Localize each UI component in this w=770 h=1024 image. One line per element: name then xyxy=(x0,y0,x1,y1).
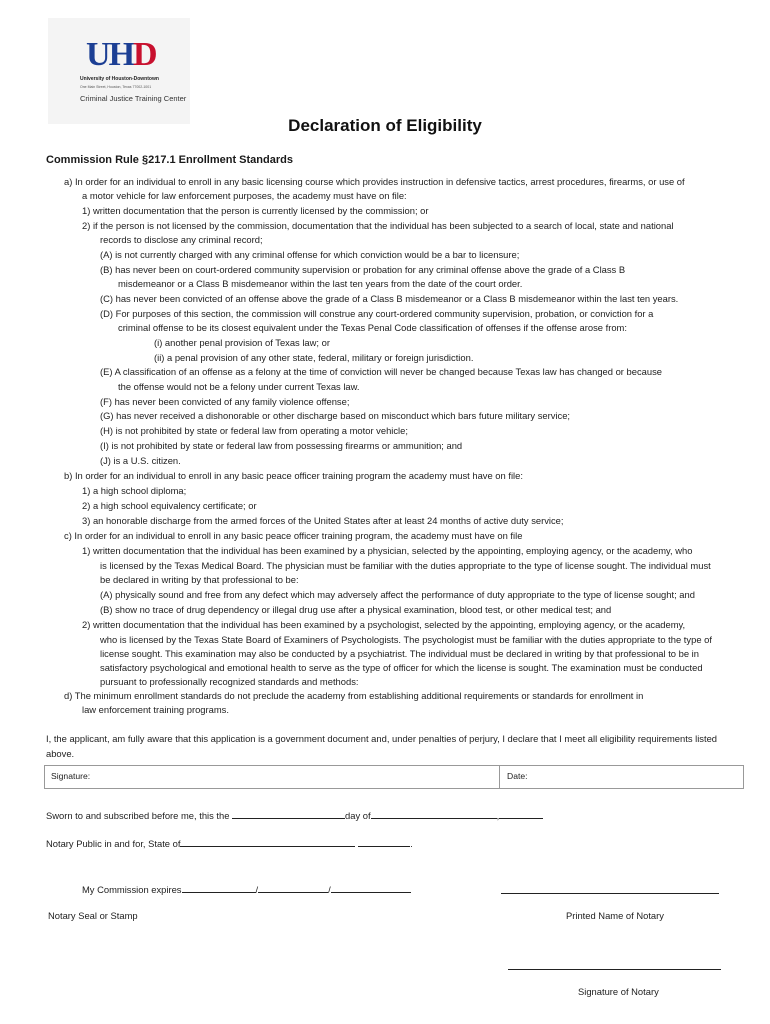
rule-line: a motor vehicle for law enforcement purposes, the academy must have on file: xyxy=(82,190,407,201)
rule-line: 3) an honorable discharge from the armed forces of the United States after at least 24 months of active duty service; xyxy=(82,515,564,526)
logo-address: One Main Street, Houston, Texas 77002-1001 xyxy=(80,85,152,89)
printed-name-label: Printed Name of Notary xyxy=(566,910,664,921)
rule-line: c) In order for an individual to enroll in any basic peace officer training program, the academy must have on file xyxy=(64,530,523,541)
notary-state-field[interactable] xyxy=(180,837,355,847)
applicant-declaration: I, the applicant, am fully aware that this application is a government document and, under penalties of perjury, I declare that I meet all eligibility requirements listed above. xyxy=(46,733,718,759)
rule-line: 2) written documentation that the individual has been examined by a psychologist, selected by the appointing, employing agency, or the academy, xyxy=(82,619,686,630)
rule-line: satisfactory psychological and emotional health to serve as the type of officer for which the license is sought. The examination must be conducted xyxy=(100,662,703,673)
signature-box xyxy=(44,765,744,789)
rule-line: b) In order for an individual to enroll in any basic peace officer training program the academy must have on file: xyxy=(64,470,523,481)
rule-line: (G) has never received a dishonorable or other discharge based on misconduct which bars future military service; xyxy=(100,410,571,421)
rule-line: 1) written documentation that the person is currently licensed by the commission; or xyxy=(82,205,429,216)
rule-heading: Commission Rule §217.1 Enrollment Standards xyxy=(46,154,293,166)
logo-letter-h: H xyxy=(108,36,134,73)
logo-letter-d: D xyxy=(133,36,156,73)
commission-year-field[interactable] xyxy=(331,883,411,893)
rule-line: 2) if the person is not licensed by the commission, documentation that the individual has been subjected to a search of local, state and national xyxy=(82,220,674,231)
rule-line: (F) has never been convicted of any family violence offense; xyxy=(100,396,350,407)
sworn-line xyxy=(46,809,543,821)
date-slash: / xyxy=(255,884,259,895)
date-slash: / xyxy=(328,884,331,895)
rule-line: a) In order for an individual to enroll in any basic licensing course which provides instruction in defensive tactics, arrest procedures, firearms, or use of xyxy=(64,176,685,187)
rule-line: (B) has never been on court-ordered community supervision or probation for any criminal offense above the grade of a Class B xyxy=(100,264,626,275)
rule-line: (C) has never been convicted of an offense above the grade of a Class B misdemeanor or a Class B misdemeanor within the last ten years. xyxy=(100,293,679,304)
rule-line: (H) is not prohibited by state or federal law from operating a motor vehicle; xyxy=(100,425,408,436)
rule-line: 1) a high school diploma; xyxy=(82,485,187,496)
rule-line: be declared in writing by that professional to be: xyxy=(100,574,299,585)
sworn-prefix: Sworn to and subscribed before me, this the xyxy=(46,810,230,821)
rule-line: (ii) a penal provision of any other state, federal, military or foreign jurisdiction. xyxy=(154,352,474,363)
uhd-logo-mark xyxy=(86,38,156,72)
notary-county-field[interactable] xyxy=(358,837,410,847)
rule-line: 1) written documentation that the individual has been examined by a physician, selected by the appointing, employing agency, or the academy, who xyxy=(82,545,693,556)
rule-line: (A) physically sound and free from any defect which may adversely affect the performance of duty appropriate to the type of license sought; and xyxy=(100,589,695,600)
signature-field[interactable] xyxy=(45,766,500,788)
rule-line: d) The minimum enrollment standards do not preclude the academy from establishing additional requirements or standards for enrollment in xyxy=(64,690,644,701)
day-of-label: day of xyxy=(345,810,371,821)
uhd-logo xyxy=(48,18,190,124)
notary-state-line xyxy=(46,837,413,849)
notary-signature-field[interactable] xyxy=(508,969,721,970)
rule-line: (I) is not prohibited by state or federal law from possessing firearms or ammunition; and xyxy=(100,440,463,451)
sworn-year-field[interactable] xyxy=(496,809,543,821)
logo-center-name: Criminal Justice Training Center xyxy=(80,94,187,103)
notary-seal-label: Notary Seal or Stamp xyxy=(48,910,138,921)
logo-letter-u: U xyxy=(86,36,109,73)
commission-day-field[interactable] xyxy=(255,883,328,895)
rule-line: (i) another penal provision of Texas law; or xyxy=(154,337,330,348)
sworn-comma: , xyxy=(496,810,500,821)
rule-line: (J) is a U.S. citizen. xyxy=(100,455,181,466)
commission-expires-line xyxy=(82,883,411,895)
logo-university-name: University of Houston-Downtown xyxy=(80,76,159,82)
rule-line: (A) is not currently charged with any criminal offense for which conviction would be a bar to licensure; xyxy=(100,249,520,260)
rule-line: who is licensed by the Texas State Board of Examiners of Psychologists. The psychologist must be familiar with the duties appropriate to the type of xyxy=(100,634,712,645)
rule-line: the offense would not be a felony under current Texas law. xyxy=(118,381,360,392)
commission-prefix: My Commission expires xyxy=(82,884,182,895)
rule-line: criminal offense to be its closest equivalent under the Texas Penal Code classification of offenses if the offense arose from: xyxy=(118,322,627,333)
signature-label: Signature: xyxy=(51,771,91,781)
notary-signature-label: Signature of Notary xyxy=(578,986,659,997)
state-prefix: Notary Public in and for, State of xyxy=(46,838,181,849)
rule-line: license sought. This examination may also be conducted by a psychiatrist. The individual must be declared in writing by that professional to be in xyxy=(100,648,699,659)
rule-line: is licensed by the Texas Medical Board. The physician must be familiar with the duties appropriate to the type of license sought. The individual must xyxy=(100,560,711,571)
sworn-month-field[interactable] xyxy=(371,809,497,819)
rule-line: pursuant to professionally recognized standards and methods: xyxy=(100,676,359,687)
rule-line: 2) a high school equivalency certificate; or xyxy=(82,500,257,511)
rule-line: misdemeanor or a Class B misdemeanor within the last ten years from the date of the court order. xyxy=(118,278,523,289)
rule-line: records to disclose any criminal record; xyxy=(100,234,263,245)
rule-line: (E) A classification of an offense as a felony at the time of conviction will never be changed because Texas law has changed or because xyxy=(100,366,662,377)
commission-month-field[interactable] xyxy=(182,883,256,893)
rule-line: (B) show no trace of drug dependency or illegal drug use after a physical examination, blood test, or other medical test; and xyxy=(100,604,612,615)
date-label: Date: xyxy=(507,771,528,781)
state-period: . xyxy=(410,838,413,849)
rule-line: (D) For purposes of this section, the commission will construe any court-ordered community supervision, probation, or conviction for a xyxy=(100,308,654,319)
rule-line: law enforcement training programs. xyxy=(82,704,229,715)
page-title: Declaration of Eligibility xyxy=(288,116,482,135)
sworn-day-field[interactable] xyxy=(232,809,345,819)
printed-name-field[interactable] xyxy=(501,893,719,894)
